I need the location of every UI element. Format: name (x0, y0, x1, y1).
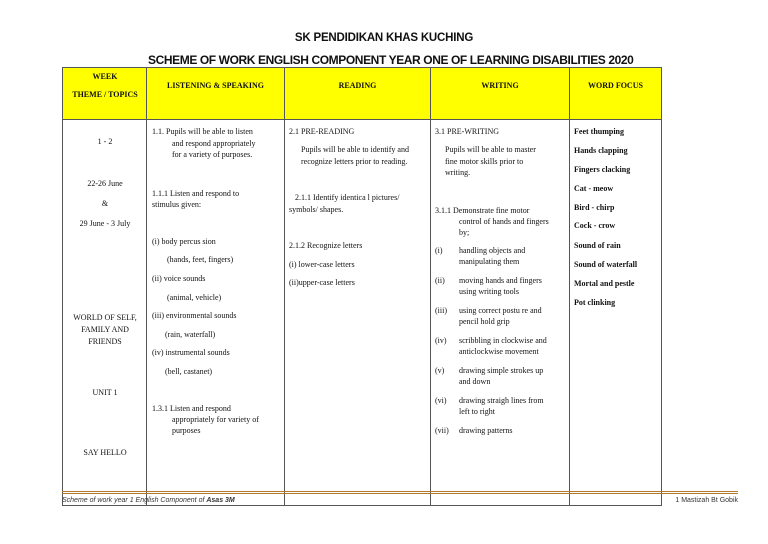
week-date-2: 29 June - 3 July (79, 219, 131, 228)
footer-divider (62, 491, 738, 492)
word-focus-cell (570, 120, 662, 506)
header-week-theme (63, 68, 147, 120)
footer-left-prefix: Scheme of work year 1 English Component of (62, 497, 207, 504)
writing-line: handling objects and (459, 246, 526, 255)
writing-item-marker: (vi) (435, 396, 447, 405)
footer-divider (62, 493, 738, 494)
unit-label: UNIT 1 (92, 388, 118, 397)
header-word-focus: WORD FOCUS (570, 68, 662, 120)
listening-line: (rain, waterfall) (165, 330, 216, 339)
header-writing: WRITING (431, 68, 570, 120)
word-focus-item: Feet thumping (574, 127, 624, 136)
header-reading: READING (285, 68, 431, 120)
listening-line: (iv) instrumental sounds (152, 348, 230, 357)
writing-line: drawing simple strokes up (459, 366, 544, 375)
word-focus-item: Hands clapping (574, 146, 628, 155)
reading-cell (285, 120, 431, 506)
theme-line-2: FAMILY AND (81, 325, 129, 334)
listening-line: stimulus given: (152, 200, 202, 209)
writing-line: Pupils will be able to master (445, 145, 536, 154)
reading-line: recognize letters prior to reading. (301, 157, 408, 166)
word-focus-item: Bird - chirp (574, 203, 615, 212)
writing-item-marker: (ii) (435, 276, 445, 285)
writing-line: moving hands and fingers (459, 276, 542, 285)
writing-line: pencil hold grip (459, 317, 510, 326)
week-number: 1 - 2 (97, 137, 113, 146)
writing-line: and down (459, 377, 491, 386)
writing-line: using writing tools (459, 287, 520, 296)
writing-item-marker: (i) (435, 246, 443, 255)
footer-left-bold: Asas 3M (206, 497, 235, 504)
writing-cell (431, 120, 570, 506)
writing-line: scribbling in clockwise and (459, 336, 547, 345)
listening-line: (i) body percus sion (152, 237, 216, 246)
scheme-table (62, 67, 662, 506)
footer-left-text (62, 497, 235, 504)
writing-line: drawing straigh lines from (459, 396, 544, 405)
word-focus-item: Pot clinking (574, 298, 616, 307)
word-focus-item: Mortal and pestle (574, 279, 635, 288)
writing-line: drawing patterns (459, 426, 513, 435)
header-theme-topics: THEME / TOPICS (72, 90, 138, 99)
writing-line: left to right (459, 407, 495, 416)
listening-line: 1.3.1 Listen and respond (152, 404, 231, 413)
listening-line: 1.1.1 Listen and respond to (152, 189, 240, 198)
week-date-1: 22-26 June (87, 179, 123, 188)
listening-line: appropriately for variety of (172, 415, 259, 424)
word-focus-item: Fingers clacking (574, 165, 631, 174)
writing-line: 3.1 PRE-WRITING (435, 127, 499, 136)
school-name: SK PENDIDIKAN KHAS KUCHING (294, 32, 474, 44)
theme-line-1: WORLD OF SELF, (73, 313, 137, 322)
theme-line-3: FRIENDS (88, 337, 122, 346)
writing-line: fine motor skills prior to (445, 157, 524, 166)
writing-item-marker: (vii) (435, 426, 449, 435)
listening-line: for a variety of purposes. (172, 150, 253, 159)
listening-line: purposes (172, 426, 201, 435)
listening-line: and respond appropriately (172, 139, 256, 148)
writing-line: anticlockwise movement (459, 347, 539, 356)
word-focus-item: Cat - meow (574, 184, 614, 193)
listening-line: 1.1. Pupils will be able to listen (152, 127, 253, 136)
word-focus-item: Cock - crow (574, 221, 616, 230)
word-focus-item: Sound of rain (574, 241, 621, 250)
listening-line: (hands, feet, fingers) (167, 255, 234, 264)
reading-line: symbols/ shapes. (289, 205, 344, 214)
reading-line: 2.1 PRE-READING (289, 127, 355, 136)
writing-item-marker: (v) (435, 366, 445, 375)
listening-line: (ii) voice sounds (152, 274, 206, 283)
week-theme-cell (63, 120, 147, 506)
reading-line: 2.1.1 Identify identica l pictures/ (295, 193, 400, 202)
header-week: WEEK (92, 72, 118, 81)
writing-line: control of hands and fingers (459, 217, 549, 226)
word-focus-item: Sound of waterfall (574, 260, 638, 269)
writing-line: by; (459, 228, 470, 237)
writing-item-marker: (iv) (435, 336, 447, 345)
listening-cell (147, 120, 285, 506)
reading-line: (ii)upper-case letters (289, 278, 355, 287)
scheme-title: SCHEME OF WORK ENGLISH COMPONENT YEAR ONE OF LEARNING DISABILITIES 2020 (148, 53, 634, 67)
writing-item-marker: (iii) (435, 306, 447, 315)
topic-title: SAY HELLO (83, 448, 127, 457)
reading-line: Pupils will be able to identify and (301, 145, 409, 154)
writing-line: 3.1.1 Demonstrate fine motor (435, 206, 530, 215)
footer-right-text: 1 Mastizah Bt Gobik (675, 497, 738, 504)
writing-line: writing. (445, 168, 471, 177)
listening-line: (iii) environmental sounds (152, 311, 237, 320)
reading-line: 2.1.2 Recognize letters (289, 241, 363, 250)
listening-line: (animal, vehicle) (167, 293, 222, 302)
listening-line: (bell, castanet) (165, 367, 213, 376)
writing-line: manipulating them (459, 257, 520, 266)
header-listening: LISTENING & SPEAKING (147, 68, 285, 120)
week-date-and: & (101, 199, 109, 208)
reading-line: (i) lower-case letters (289, 260, 355, 269)
writing-line: using correct postu re and (459, 306, 542, 315)
